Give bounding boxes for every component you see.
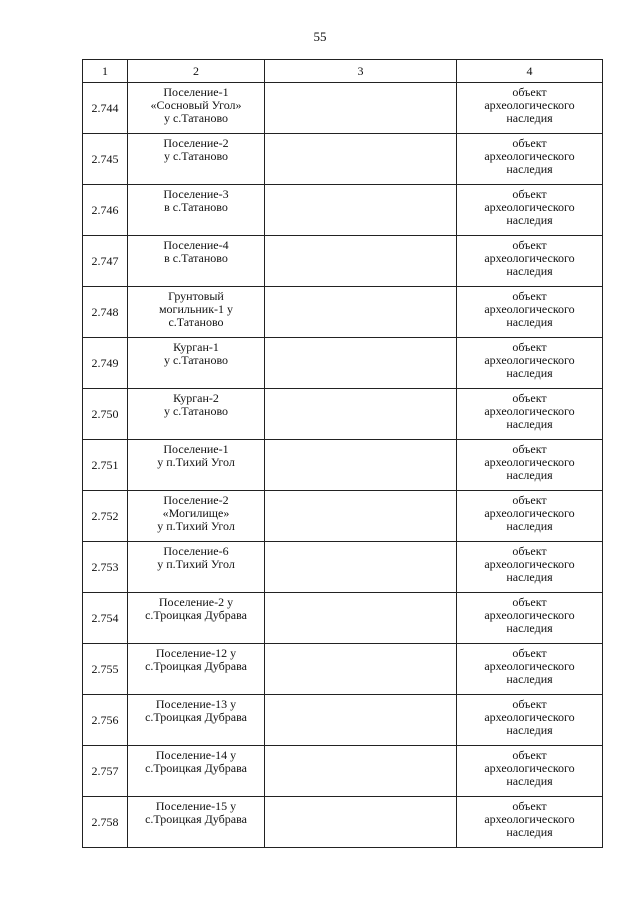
object-name-text: Поселение-4 в с.Татаново [163,238,229,265]
row-number-cell [83,695,128,746]
row-number-cell [83,134,128,185]
object-type-text: объект археологического наследия [484,595,575,635]
object-type-cell [457,83,603,134]
object-type-cell [457,440,603,491]
location-cell [265,134,457,185]
location-cell [265,644,457,695]
object-name-text: Поселение-1 у п.Тихий Угол [157,442,235,469]
page-number: 55 [313,29,327,44]
object-type-cell [457,389,603,440]
object-name-cell [128,797,265,848]
location-cell [265,593,457,644]
table-row [83,695,603,746]
table-row [83,134,603,185]
table-header [83,60,603,83]
row-number-text: 2.752 [91,508,119,523]
object-name-text: Поселение-2 у с.Троицкая Дубрава [145,595,247,622]
row-number-text: 2.758 [91,814,119,829]
object-name-cell [128,134,265,185]
object-name-cell [128,185,265,236]
object-type-cell [457,746,603,797]
object-type-cell [457,185,603,236]
object-type-text: объект археологического наследия [484,289,575,329]
object-type-cell [457,797,603,848]
row-number-cell [83,440,128,491]
column-header-3: 3 [265,60,457,83]
object-type-text: объект археологического наследия [484,544,575,584]
location-cell [265,389,457,440]
location-cell [265,746,457,797]
location-cell [265,236,457,287]
object-type-text: объект археологического наследия [484,187,575,227]
object-type-text: объект археологического наследия [484,646,575,686]
row-number-cell [83,287,128,338]
object-name-text: Курган-1 у с.Татаново [163,340,229,367]
object-name-text: Поселение-14 у с.Троицкая Дубрава [145,748,247,775]
table-row [83,185,603,236]
object-name-cell [128,440,265,491]
row-number-cell [83,185,128,236]
object-name-cell [128,746,265,797]
column-header-1: 1 [83,60,128,83]
table-row [83,746,603,797]
object-name-cell [128,593,265,644]
location-cell [265,338,457,389]
row-number-text: 2.745 [91,151,119,166]
object-name-text: Поселение-13 у с.Троицкая Дубрава [145,697,247,724]
table-row [83,287,603,338]
object-name-cell [128,389,265,440]
object-name-text: Поселение-6 у п.Тихий Угол [157,544,235,571]
object-name-text: Курган-2 у с.Татаново [163,391,229,418]
object-type-text: объект археологического наследия [484,391,575,431]
object-type-cell [457,338,603,389]
table-body [83,83,603,848]
location-cell [265,185,457,236]
object-name-text: Грунтовый могильник-1 у с.Татаново [158,289,234,329]
object-name-text: Поселение-12 у с.Троицкая Дубрава [145,646,247,673]
object-name-cell [128,542,265,593]
row-number-cell [83,83,128,134]
row-number-text: 2.757 [91,763,119,778]
location-cell [265,695,457,746]
column-header-4: 4 [457,60,603,83]
header-row [83,60,603,83]
object-type-cell [457,644,603,695]
object-type-cell [457,695,603,746]
object-type-text: объект археологического наследия [484,85,575,125]
object-type-text: объект археологического наследия [484,799,575,839]
row-number-text: 2.751 [91,457,119,472]
object-type-text: объект археологического наследия [484,442,575,482]
row-number-cell [83,236,128,287]
row-number-text: 2.755 [91,661,119,676]
table-row [83,491,603,542]
object-name-text: Поселение-2 у с.Татаново [163,136,229,163]
object-type-text: объект археологического наследия [484,136,575,176]
table-row [83,593,603,644]
object-name-text: Поселение-15 у с.Троицкая Дубрава [145,799,247,826]
row-number-text: 2.754 [91,610,119,625]
object-type-text: объект археологического наследия [484,748,575,788]
table-row [83,542,603,593]
object-type-cell [457,236,603,287]
table-row [83,440,603,491]
object-name-cell [128,338,265,389]
row-number-text: 2.750 [91,406,119,421]
row-number-text: 2.746 [91,202,119,217]
location-cell [265,83,457,134]
table-row [83,236,603,287]
object-type-text: объект археологического наследия [484,238,575,278]
object-type-cell [457,491,603,542]
object-type-cell [457,287,603,338]
row-number-text: 2.756 [91,712,119,727]
row-number-text: 2.749 [91,355,119,370]
table-row [83,389,603,440]
row-number-text: 2.747 [91,253,119,268]
table-row [83,644,603,695]
object-name-cell [128,491,265,542]
location-cell [265,440,457,491]
row-number-cell [83,593,128,644]
row-number-cell [83,746,128,797]
object-name-cell [128,695,265,746]
object-name-cell [128,236,265,287]
row-number-text: 2.748 [91,304,119,319]
row-number-cell [83,644,128,695]
object-name-cell [128,644,265,695]
row-number-cell [83,338,128,389]
object-name-text: Поселение-2 «Могилище» у п.Тихий Угол [157,493,235,533]
row-number-cell [83,542,128,593]
location-cell [265,797,457,848]
row-number-cell [83,389,128,440]
object-type-cell [457,593,603,644]
row-number-cell [83,797,128,848]
row-number-text: 2.744 [91,100,119,115]
object-name-cell [128,83,265,134]
location-cell [265,542,457,593]
object-name-text: Поселение-1 «Сосновый Угол» у с.Татаново [150,85,242,125]
object-name-text: Поселение-3 в с.Татаново [163,187,229,214]
object-type-text: объект археологического наследия [484,493,575,533]
column-header-2: 2 [128,60,265,83]
object-type-cell [457,542,603,593]
location-cell [265,287,457,338]
heritage-objects-table [82,59,603,848]
table-row [83,83,603,134]
object-type-cell [457,134,603,185]
table-row [83,797,603,848]
object-type-text: объект археологического наследия [484,340,575,380]
object-name-cell [128,287,265,338]
row-number-cell [83,491,128,542]
row-number-text: 2.753 [91,559,119,574]
table-row [83,338,603,389]
location-cell [265,491,457,542]
object-type-text: объект археологического наследия [484,697,575,737]
